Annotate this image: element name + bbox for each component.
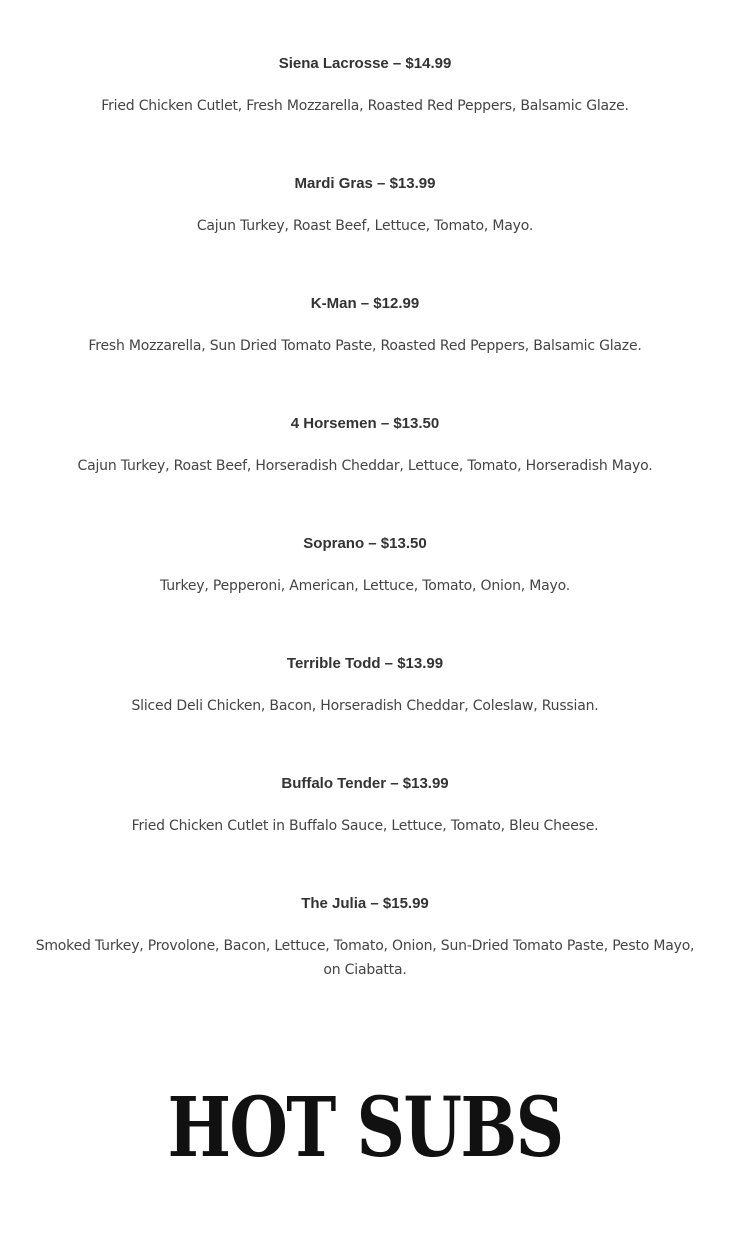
menu-item-buffalo-tender <box>0 774 730 838</box>
item-title: Mardi Gras – $13.99 <box>294 175 436 192</box>
section-heading-hot-subs: HOT SUBS <box>167 1080 563 1176</box>
menu-item-k-man <box>0 294 730 358</box>
item-title: K-Man – $12.99 <box>310 295 420 312</box>
item-description: Fried Chicken Cutlet in Buffalo Sauce, Lettuce, Tomato, Bleu Cheese. <box>131 818 599 834</box>
item-title: 4 Horsemen – $13.50 <box>290 415 440 432</box>
menu-item-terrible-todd <box>0 654 730 718</box>
menu-item-4-horsemen <box>0 414 730 478</box>
item-description: Smoked Turkey, Provolone, Bacon, Lettuce, Tomato, Onion, Sun-Dried Tomato Paste, Pesto Mayo, on Ciabatta. <box>35 938 695 978</box>
menu-item-the-julia <box>0 894 730 982</box>
item-description: Cajun Turkey, Roast Beef, Lettuce, Tomato, Mayo. <box>196 218 534 234</box>
item-description: Fresh Mozzarella, Sun Dried Tomato Paste, Roasted Red Peppers, Balsamic Glaze. <box>88 338 642 354</box>
menu-item-mardi-gras <box>0 174 730 238</box>
item-description: Sliced Deli Chicken, Bacon, Horseradish Cheddar, Coleslaw, Russian. <box>131 698 599 714</box>
item-title: Siena Lacrosse – $14.99 <box>278 55 452 72</box>
item-description: Turkey, Pepperoni, American, Lettuce, Tomato, Onion, Mayo. <box>160 578 570 594</box>
item-description: Fried Chicken Cutlet, Fresh Mozzarella, Roasted Red Peppers, Balsamic Glaze. <box>101 98 629 114</box>
item-title: Buffalo Tender – $13.99 <box>281 775 449 792</box>
item-title: Terrible Todd – $13.99 <box>286 655 444 672</box>
item-title: Soprano – $13.50 <box>303 535 427 552</box>
item-title: The Julia – $15.99 <box>301 895 429 912</box>
menu-item-soprano <box>0 534 730 598</box>
item-description: Cajun Turkey, Roast Beef, Horseradish Cheddar, Lettuce, Tomato, Horseradish Mayo. <box>77 458 653 474</box>
menu-item-siena-lacrosse <box>0 54 730 118</box>
